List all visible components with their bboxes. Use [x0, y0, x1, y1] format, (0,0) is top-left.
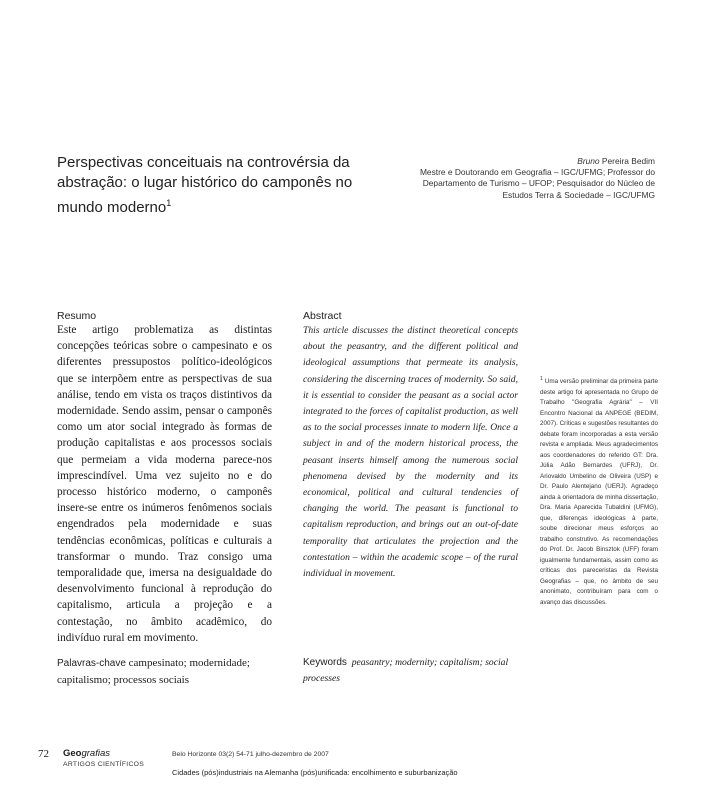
footnote [540, 374, 658, 608]
author-block [400, 156, 655, 201]
issue-info: Belo Horizonte 03(2) 54-71 julho-dezembro de 2007 [172, 751, 329, 758]
journal-name-bold: Geo [63, 748, 82, 759]
journal-name-italic: grafias [81, 748, 110, 759]
keywords-pt [57, 655, 277, 688]
abstract-body: This article discusses the distinct theoretical concepts about the peasantry, and the different political and ideological assumptions that permeate its analysis, considering the discerning traces of modernity. So said, it is essential to consider the peasant as a social actor integrated to the forces of capitalist production, as well as to the social processes innate to modern life. Once a subject in and of the modern historical process, the peasant inserts himself among the numerous social phenomena devised by the modernity and its economical, political and cultural tendencies of changing the world. The peasant is functional to capitalism reproduction, and brings out an out-of-date temporality that articulates the projection and the contestation – within the academic scope – of the rural individual in movement. [303, 325, 518, 580]
keywords-en-text: peasantry; modernity; capitalism; social processes [303, 657, 509, 684]
footnote-text: Uma versão preliminar da primeira parte deste artigo foi apresentada no Grupo de Trabalho "Geografia Agrária" – VII Encontro Nacional da ANPEGE (BEDIM, 2007). Críticas e sugestões resultantes do debate foram incorporadas a esta versão revista e ampliada. Meus agradecimentos aos coordenadores do referido GT: Dra. Júlia Adão Bernardes (UFRJ), Dr. Ariovaldo Umbelino de Oliveira (USP) e Dr. Paulo Alentejano (UERJ). Agradeço ainda à orientadora de minha dissertação, Dra. Maria Aparecida Tubaldini (UFMG), que, diferenças ideológicas à parte, soube direcionar meus esforços ao trabalho construtivo. As recomendações do Prof. Dr. Jacob Binsztok (UFF) foram igualmente fundamentais, assim como as críticas dos pareceristas da Revista Geografias – que, no âmbito de seu anonimato, contribuíram para com o avanço das discussões. [540, 378, 659, 606]
author-affiliation-line: Departamento de Turismo – UFOP; Pesquisador do Núcleo de [422, 178, 655, 189]
keywords-en-label: Keywords [303, 657, 347, 668]
abstract-heading: Abstract [303, 310, 342, 322]
footnote-mark: 1 [540, 376, 543, 382]
running-title: Cidades (pós)industriais na Alemanha (pós)unificada: encolhimento e suburbanização [172, 768, 458, 777]
author-first-name: Bruno [577, 156, 600, 166]
title-footnote-mark: 1 [166, 198, 172, 208]
article-title-text: Perspectivas conceituais na controvérsia da abstração: o lugar histórico do camponês no mundo moderno [57, 154, 353, 216]
author-last-name: Pereira Bedim [601, 156, 655, 166]
journal-name [63, 748, 110, 759]
keywords-en [303, 655, 518, 687]
section-label: ARTIGOS CIENTÍFICOS [63, 761, 145, 768]
author-affiliation-line: Mestre e Doutorando em Geografia – IGC/UFMG; Professor do [419, 167, 655, 178]
resumo-body: Este artigo problematiza as distintas concepções teóricas sobre o campesinato e os diferentes pressupostos político-ideológicos que se interpõem entre as perspectivas de sua análise, tendo em vista os traços distintivos da modernidade. Sendo assim, pensar o camponês como um ator social integrado às formas de produção capitalistas e aos processos sociais que permeiam a vida moderna parece-nos imprescindível. Uma vez sujeito no e do processo histórico moderno, o camponês insere-se entre os inúmeros fenômenos sociais engendrados pela modernidade e suas tendências econômicas, políticas e culturais a transformar o mundo. Traz consigo uma temporalidade que, imersa na desigualdade do desenvolvimento funcional à reprodução do capitalismo, articula a projeção e a contestação, no âmbito acadêmico, do indivíduo rural em movimento. [57, 324, 272, 644]
resumo-heading: Resumo [57, 310, 97, 322]
author-name [400, 156, 655, 167]
article-title [57, 153, 397, 218]
keywords-pt-label: Palavras-chave [57, 658, 126, 669]
author-affiliation-line: Estudos Terra & Sociedade – IGC/UFMG [502, 189, 655, 200]
page-number: 72 [38, 748, 49, 760]
keywords-pt-text: campesinato; modernidade; capitalismo; processos sociais [57, 657, 250, 686]
